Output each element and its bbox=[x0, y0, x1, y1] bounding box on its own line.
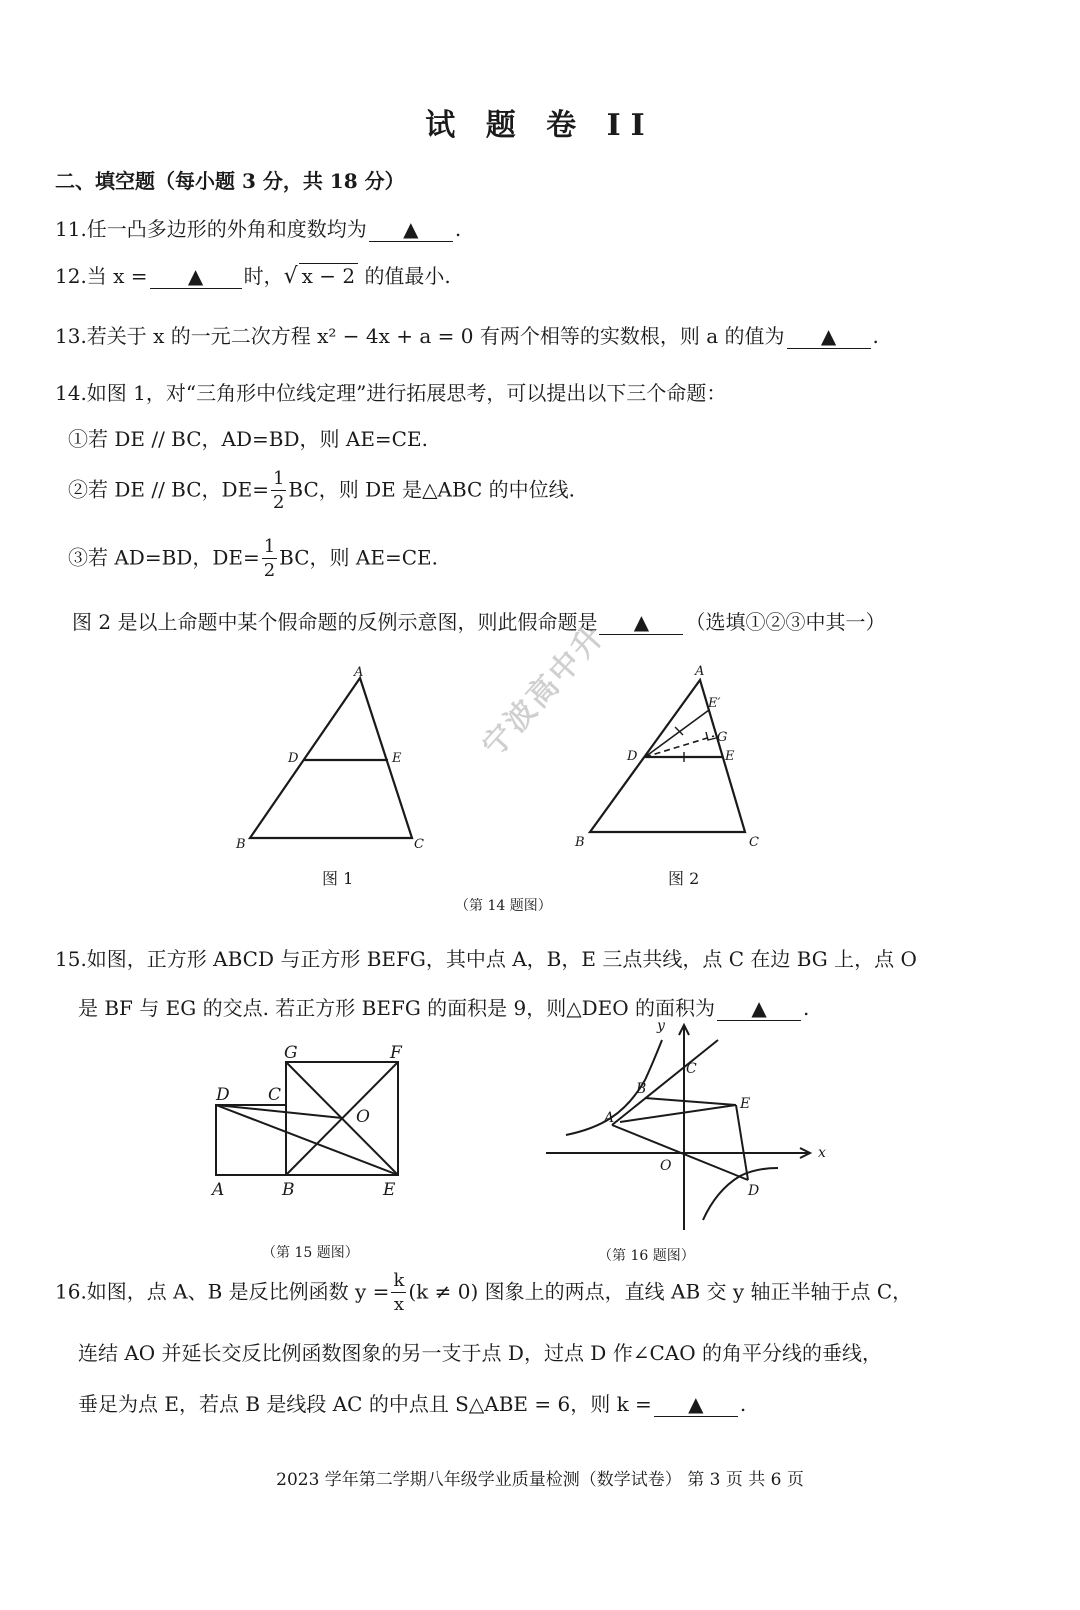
fig16-label-A: A bbox=[604, 1110, 615, 1126]
fig2-label-G: G bbox=[717, 730, 728, 745]
fig2-label-E: E bbox=[725, 749, 735, 764]
fig16-label-O: O bbox=[660, 1158, 672, 1174]
fig15-label-C: C bbox=[268, 1085, 282, 1105]
frac-num: 1 bbox=[272, 468, 285, 489]
q15-caption: （第 15 题图） bbox=[262, 1245, 359, 1261]
figure-16 bbox=[546, 1025, 810, 1230]
answer-blank-12[interactable]: ▲ bbox=[150, 266, 242, 289]
q14-intro: 14.如图 1，对“三角形中位线定理”进行拓展思考，可以提出以下三个命题： bbox=[55, 381, 727, 405]
watermark: 宁波高中升 bbox=[475, 617, 613, 764]
answer-blank-11[interactable]: ▲ bbox=[369, 219, 453, 242]
fig1-label-A: A bbox=[354, 665, 364, 680]
fig2-label-C: C bbox=[749, 835, 759, 850]
page-title: 试 题 卷 II bbox=[425, 108, 655, 143]
q16-line1-pre: 16.如图，点 A、B 是反比例函数 y = bbox=[55, 1279, 390, 1304]
answer-blank-15[interactable]: ▲ bbox=[717, 998, 801, 1021]
q16-line1-post: (k ≠ 0) 图象上的两点，直线 AB 交 y 轴正半轴于点 C， bbox=[408, 1279, 913, 1304]
q12-mid: 时， bbox=[243, 264, 284, 288]
fig15-label-G: G bbox=[284, 1043, 298, 1063]
q14-fig-q-end: （选填①②③中其一） bbox=[685, 610, 886, 634]
figure-1-triangle bbox=[250, 678, 412, 838]
q16-caption: （第 16 题图） bbox=[598, 1248, 695, 1264]
q12-post: 的值最小. bbox=[364, 264, 451, 288]
section-heading: 二、填空题（每小题 3 分，共 18 分） bbox=[55, 169, 405, 193]
fig15-label-A: A bbox=[212, 1180, 225, 1200]
figure-2-triangle bbox=[590, 680, 745, 832]
fig15-label-B: B bbox=[282, 1180, 295, 1200]
q16-line3 bbox=[78, 1388, 746, 1417]
q14-fig-q: 图 2 是以上命题中某个假命题的反例示意图，则此假命题是 bbox=[72, 610, 598, 634]
q15-end: . bbox=[803, 996, 810, 1020]
answer-blank-16[interactable]: ▲ bbox=[654, 1394, 738, 1417]
fig15-label-O: O bbox=[356, 1107, 370, 1127]
fig2-label-A: A bbox=[695, 664, 705, 679]
fig15-label-F: F bbox=[390, 1043, 402, 1063]
sqrt-icon: √ bbox=[283, 264, 298, 289]
fig16-label-x: x bbox=[818, 1145, 826, 1161]
fig16-label-C: C bbox=[686, 1061, 697, 1077]
frac-den: 2 bbox=[263, 560, 276, 581]
q16-line1 bbox=[55, 1272, 912, 1314]
q14-p3-pre: ③若 AD=BD，DE= bbox=[68, 545, 260, 570]
frac-num: k bbox=[393, 1270, 405, 1291]
q14-proposition-1: ①若 DE // BC，AD=BD，则 AE=CE. bbox=[68, 427, 428, 451]
q14-p2-pre: ②若 DE // BC，DE= bbox=[68, 477, 269, 502]
fig1-label-B: B bbox=[236, 837, 246, 852]
fig1-label-E: E bbox=[392, 751, 402, 766]
q13-end: . bbox=[872, 324, 879, 348]
q16-line2: 连结 AO 并延长交反比例函数图象的另一支于点 D，过点 D 作∠CAO 的角平分线的垂线， bbox=[78, 1341, 882, 1365]
frac-num: 1 bbox=[263, 536, 276, 557]
answer-blank-14[interactable]: ▲ bbox=[599, 612, 683, 635]
q16-line3-text: 垂足为点 E，若点 B 是线段 AC 的中点且 S△ABE = 6，则 k = bbox=[78, 1392, 652, 1416]
fig2-label-E-prime: E′ bbox=[708, 696, 721, 711]
q11-text: 11.任一凸多边形的外角和度数均为 bbox=[55, 217, 367, 241]
q11-end: . bbox=[454, 217, 462, 241]
fig16-label-y: y bbox=[657, 1018, 665, 1034]
fig1-label-C: C bbox=[414, 837, 424, 852]
frac-den: x bbox=[393, 1294, 404, 1315]
fig16-label-E: E bbox=[740, 1096, 751, 1112]
q15-line2-text: 是 BF 与 EG 的交点. 若正方形 BEFG 的面积是 9，则△DEO 的面积为 bbox=[78, 996, 716, 1020]
fig15-label-E: E bbox=[383, 1180, 396, 1200]
q12-pre: 12.当 x = bbox=[55, 264, 148, 288]
fig15-label-D: D bbox=[216, 1085, 230, 1105]
fig2-label-B: B bbox=[575, 835, 585, 850]
fig1-label-D: D bbox=[288, 751, 299, 766]
q12-radicand: x − 2 bbox=[299, 263, 358, 288]
q14-caption: （第 14 题图） bbox=[455, 898, 552, 914]
figure-15 bbox=[216, 1062, 398, 1175]
q16-end: . bbox=[739, 1392, 747, 1416]
fig16-label-D: D bbox=[748, 1183, 760, 1199]
q15-line2 bbox=[78, 992, 809, 1021]
q14-p2-post: BC，则 DE 是△ABC 的中位线. bbox=[288, 477, 576, 502]
frac-den: 2 bbox=[272, 492, 285, 513]
q15-line1: 15.如图，正方形 ABCD 与正方形 BEFG，其中点 A，B，E 三点共线，点 C 在边 BG 上，点 O bbox=[55, 947, 917, 971]
fig2-label-D: D bbox=[627, 749, 638, 764]
fig16-label-B: B bbox=[636, 1081, 647, 1097]
page-footer: 2023 学年第二学期八年级学业质量检测（数学试卷） 第 3 页 共 6 页 bbox=[276, 1470, 804, 1490]
q14-p3-post: BC，则 AE=CE. bbox=[279, 545, 438, 570]
fig2-caption: 图 2 bbox=[668, 869, 700, 888]
answer-blank-13[interactable]: ▲ bbox=[787, 326, 871, 349]
fraction-k-over-x bbox=[391, 1272, 406, 1314]
q13-text: 13.若关于 x 的一元二次方程 x² − 4x + a = 0 有两个相等的实数根，则 a 的值为 bbox=[55, 324, 785, 348]
fig1-caption: 图 1 bbox=[322, 869, 354, 888]
